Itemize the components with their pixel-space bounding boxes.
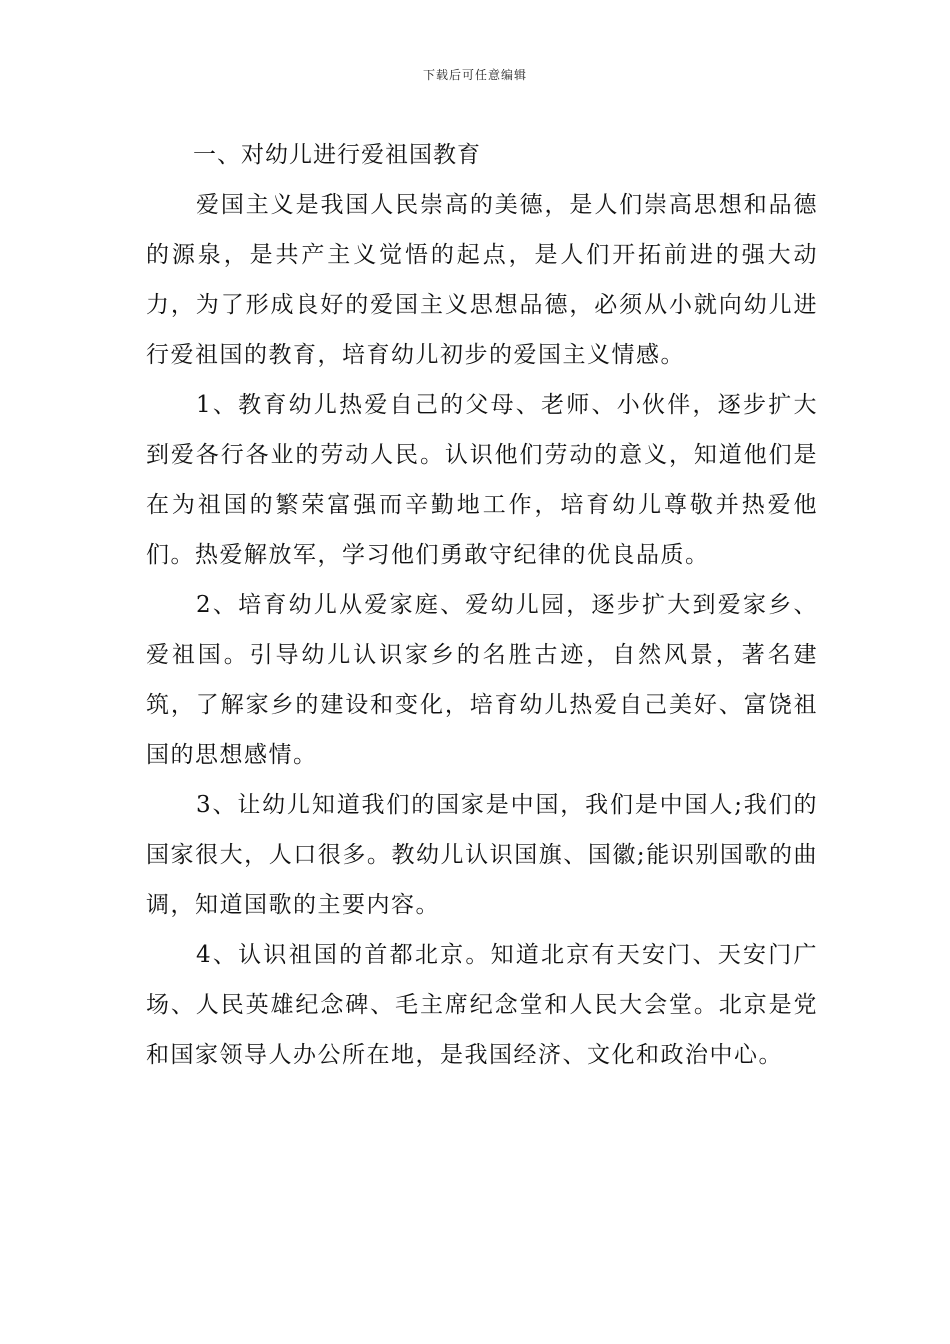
paragraph-item-3: 3、让幼儿知道我们的国家是中国，我们是中国人;我们的国家很大，人口很多。教幼儿认识国旗、国徽;能识别国歌的曲调，知道国歌的主要内容。 (146, 792, 818, 918)
paragraph-intro: 爱国主义是我国人民崇高的美德，是人们崇高思想和品德的源泉，是共产主义觉悟的起点，是人们开拓前进的强大动力，为了形成良好的爱国主义思想品德，必须从小就向幼儿进行爱祖国的教育，培育幼儿初步的爱国主义情感。 (146, 192, 818, 368)
paragraph-item-2: 2、培育幼儿从爱家庭、爱幼儿园，逐步扩大到爱家乡、爱祖国。引导幼儿认识家乡的名胜古迹，自然风景，著名建筑，了解家乡的建设和变化，培育幼儿热爱自己美好、富饶祖国的思想感情。 (146, 592, 818, 768)
header-note: 下载后可任意编辑 (422, 68, 527, 82)
paragraph-item-1: 1、教育幼儿热爱自己的父母、老师、小伙伴，逐步扩大到爱各行各业的劳动人民。认识他们劳动的意义，知道他们是在为祖国的繁荣富强而辛勤地工作，培育幼儿尊敬并热爱他们。热爱解放军，学习他们勇敢守纪律的优良品质。 (146, 392, 818, 568)
section-heading: 一、对幼儿进行爱祖国教育 (193, 142, 481, 168)
paragraph-item-4: 4、认识祖国的首都北京。知道北京有天安门、天安门广场、人民英雄纪念碑、毛主席纪念堂和人民大会堂。北京是党和国家领导人办公所在地，是我国经济、文化和政治中心。 (146, 942, 818, 1068)
document-body (146, 130, 818, 1080)
